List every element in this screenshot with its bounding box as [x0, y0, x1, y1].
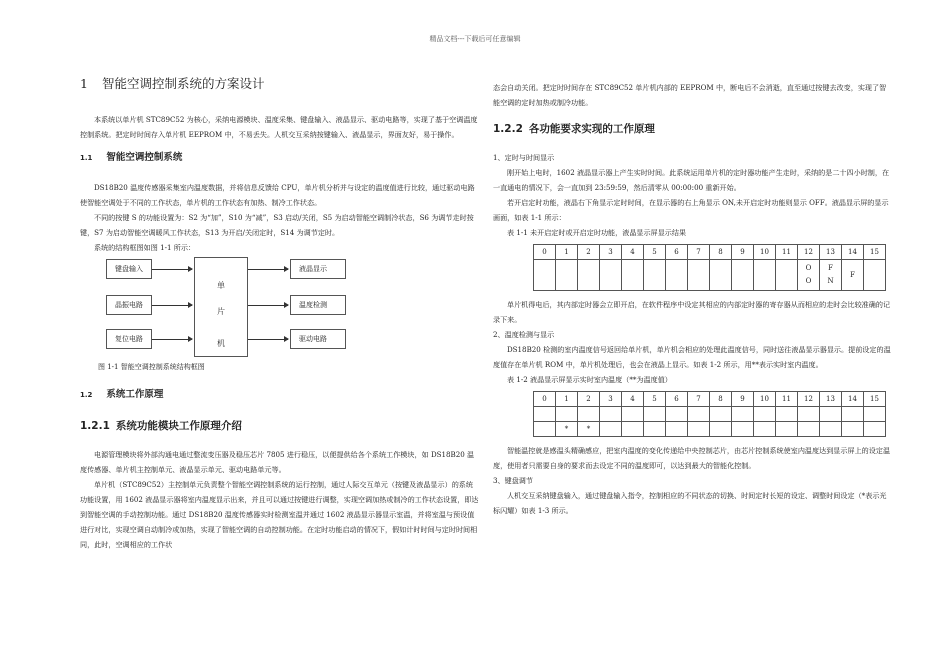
paragraph-power: 电源管理模块将外部沟通电通过整流变压器及稳压芯片 7805 进行稳压，以便提供给各个系统工作模块，如 DS18B20 温度传感器、单片机主控制单元、液晶显示单元、驱动电路单元等。 [80, 450, 475, 474]
table-header-row [534, 392, 886, 407]
paragraph-diagram-intro: 系统的结构框图如图 1-1 所示： [94, 243, 196, 252]
table-row [534, 260, 886, 291]
section-1-2-heading [80, 387, 480, 403]
section-1-2-2-heading [493, 120, 893, 138]
table-cell [710, 260, 732, 291]
section-title: 系统工作原理 [106, 389, 164, 400]
table-cell: 11 [776, 245, 798, 260]
table-cell: 11 [776, 392, 798, 407]
table-cell [644, 422, 666, 437]
left-column [80, 74, 480, 552]
table-1-1-caption: 表 1-1 未开启定时或开启定时功能，液晶显示屏显示结果 [507, 228, 687, 237]
section-number: 1.2 [80, 391, 93, 399]
section-title: 系统功能模块工作原理介绍 [115, 420, 242, 432]
intro-paragraph: 本系统以单片机 STC89C52 为核心，采纳电源模块、温度采集、键盘输入、液晶显示、驱动电路等，实现了基于空调温度控制系统。把定时时间存入单片机 EEPROM 中，不易丢失。人机交互采纳按键输入、液晶显示，界面友好，易于操作。 [80, 115, 478, 139]
table-cell [820, 407, 842, 422]
table-cell [732, 422, 754, 437]
table-cell: F [842, 260, 864, 291]
page-header-note: 精品文档---下载后可任意编辑 [429, 35, 521, 43]
table-cell [578, 407, 600, 422]
table-cell: F N [820, 260, 842, 291]
table-cell: O O [798, 260, 820, 291]
table-cell [644, 407, 666, 422]
table-cell: 12 [798, 245, 820, 260]
table-cell [534, 407, 556, 422]
table-cell: 13 [820, 245, 842, 260]
table-cell [754, 407, 776, 422]
section-1-2-1-heading [80, 417, 480, 435]
table-cell [864, 407, 886, 422]
table-1-2-caption: 表 1-2 液晶显示屏显示实时室内温度（**为温度值） [507, 375, 672, 384]
table-cell: 12 [798, 392, 820, 407]
table-cell [622, 407, 644, 422]
paragraph-timing-1: 刚开始上电时，1602 液晶显示器上产生实时时间。此系统运用单片机的定时器功能产生走时，采纳的是二十四小时制，在一直通电的情况下，会一直加到 23:59:59，然后清零从 00:00:00 重新开始。 [493, 168, 890, 192]
table-cell [644, 260, 666, 291]
section-1-1-heading [80, 150, 480, 166]
paragraph-timing-2: 若开启定时功能，液晶右下角显示定时时间，在显示器的右上角显示 ON,未开启定时功能则显示 OFF。液晶显示屏的显示画面，如表 1-1 所示： [493, 198, 889, 222]
table-cell: 0 [534, 392, 556, 407]
arrow-mcu-to-temp [248, 305, 288, 306]
box-temp-detect: 温度检测 [290, 295, 346, 315]
table-cell [688, 260, 710, 291]
section-number: 1.1 [80, 154, 93, 162]
table-cell: 5 [644, 245, 666, 260]
figure-caption: 图 1-1 智能空调控制系统结构框图 [98, 363, 205, 371]
table-cell [732, 407, 754, 422]
table-cell [556, 260, 578, 291]
arrow-mcu-to-lcd [248, 269, 288, 270]
table-cell [776, 407, 798, 422]
chapter-number: 1 [80, 76, 88, 91]
box-reset-circuit: 复位电路 [106, 329, 152, 349]
right-column [493, 80, 893, 518]
box-lcd-display: 液晶显示 [290, 259, 346, 279]
table-cell: 10 [754, 392, 776, 407]
table-cell: 14 [842, 245, 864, 260]
table-cell: 13 [820, 392, 842, 407]
arrow-crystal-to-mcu [152, 305, 192, 306]
paragraph-keyboard: 人机交互采纳键盘输入，通过键盘输入指令，控制相应的不同状态的切换、时间定时长短的设定、调整时间设定（*表示光标闪耀）如表 1-3 所示。 [493, 491, 887, 515]
box-crystal-circuit: 晶振电路 [106, 295, 152, 315]
table-cell [666, 422, 688, 437]
table-cell [754, 422, 776, 437]
table-cell [732, 260, 754, 291]
table-cell [842, 407, 864, 422]
table-cell: 1 [556, 245, 578, 260]
table-header-row [534, 245, 886, 260]
table-row [534, 407, 886, 422]
table-cell [600, 422, 622, 437]
paragraph-temp-2: 智能温控就是感温头精确感应，把室内温度的变化传递给中央控制芯片，由芯片控制系统使室内温度达到显示屏上的设定温度，使用者只需要自身的要求而去设定不同的温度即可，以达到最大的智能化控制。 [493, 446, 891, 470]
paragraph-mcu: 单片机（STC89C52）主控制单元负责整个智能空调控制系统的运行控制，通过人际交互单元（按键及液晶显示）的系统功能设置，用 1602 液晶显示器将室内温度显示出来，并且可以通过按键进行调整，实现空调加热或制冷的工作状态设置，即达到智能空调的手动控制功能。通过 DS18B20 温度传感器实时检测室温并通过 1602 液晶显示器显示室温，并将室温与预设值进行对比，实现空调自动制冷或加热，实现了智能空调的自动控制功能。在定时功能启动的情况下，假如计时时间与定时时间相同，此时，空调相应的工作状 [80, 480, 479, 549]
table-row [534, 422, 886, 437]
arrow-keyboard-to-mcu [152, 269, 192, 270]
table-cell: 14 [842, 392, 864, 407]
table-cell: 5 [644, 392, 666, 407]
table-cell [820, 422, 842, 437]
mcu-char-3: 机 [217, 339, 225, 348]
mcu-char-1: 单 [217, 281, 225, 290]
table-cell: 10 [754, 245, 776, 260]
table-cell [798, 407, 820, 422]
table-1-1 [533, 244, 886, 291]
table-cell: 3 [600, 245, 622, 260]
section-number: 1.2.2 [493, 123, 523, 135]
table-cell [798, 422, 820, 437]
table-cell [666, 407, 688, 422]
table-cell: * [578, 422, 600, 437]
paragraph-ds18b20: DS18B20 温度传感器采集室内温度数据，并将信息反馈给 CPU，单片机分析并与设定的温度值进行比较，通过驱动电路使智能空调处于不同的工作状态，单片机的工作状态有加热、制冷工作状态。 [80, 183, 475, 207]
table-cell [754, 260, 776, 291]
box-mcu [194, 257, 248, 357]
table-cell: 2 [578, 392, 600, 407]
table-cell: 15 [864, 392, 886, 407]
table-cell: 4 [622, 245, 644, 260]
chapter-heading [80, 74, 480, 94]
section-title: 智能空调控制系统 [106, 152, 183, 163]
item-temperature: 2、温度检测与显示 [493, 330, 555, 339]
box-driver-circuit: 驱动电路 [290, 329, 346, 349]
box-keyboard-input: 键盘输入 [106, 259, 152, 279]
system-block-diagram [106, 257, 426, 357]
table-cell [842, 422, 864, 437]
table-cell [710, 407, 732, 422]
table-cell [710, 422, 732, 437]
table-cell [864, 422, 886, 437]
table-cell: 7 [688, 245, 710, 260]
table-cell: 7 [688, 392, 710, 407]
table-cell [534, 260, 556, 291]
table-cell: 2 [578, 245, 600, 260]
table-cell [534, 422, 556, 437]
paragraph-continued: 态会自动关闭。把定时时间存在 STC89C52 单片机内部的 EEPROM 中，断电后不会消逝，直至通过按键去改变，实现了智能空调的定时加热或制冷功能。 [493, 83, 887, 107]
chapter-title: 智能空调控制系统的方案设计 [101, 76, 265, 91]
arrow-mcu-to-driver [248, 339, 288, 340]
table-cell [600, 260, 622, 291]
item-timing: 1、定时与时间显示 [493, 153, 555, 162]
table-1-2 [533, 391, 886, 437]
table-cell: 8 [710, 392, 732, 407]
paragraph-temp-1: DS18B20 检测的室内温度信号返回给单片机，单片机会相应的处理此温度信号，同时送往液晶显示器显示。提前设定的温度值存在单片机 ROM 中，单片机处理后，也会在液晶上显示。如表 1-2 所示，用**表示实时室内温度。 [493, 345, 891, 369]
table-cell [776, 260, 798, 291]
table-cell: * [556, 422, 578, 437]
table-cell: 8 [710, 245, 732, 260]
table-cell [600, 407, 622, 422]
section-number: 1.2.1 [80, 420, 110, 432]
section-title: 各功能要求实现的工作原理 [528, 123, 655, 135]
arrow-reset-to-mcu [152, 339, 192, 340]
table-cell [556, 407, 578, 422]
table-cell: 9 [732, 245, 754, 260]
paragraph-timer: 单片机得电后，其内部定时器会立即开启，在软件程序中设定其相应的内部定时器的寄存器从而相应的走时会比较准确的记录下来。 [493, 300, 891, 324]
item-keyboard: 3、键盘调节 [493, 476, 533, 485]
mcu-char-2: 片 [217, 307, 225, 316]
table-cell: 3 [600, 392, 622, 407]
table-cell: 1 [556, 392, 578, 407]
table-cell: 6 [666, 245, 688, 260]
table-cell [578, 260, 600, 291]
table-cell: 15 [864, 245, 886, 260]
table-cell [688, 422, 710, 437]
table-cell [864, 260, 886, 291]
table-cell [688, 407, 710, 422]
table-cell [776, 422, 798, 437]
table-cell [666, 260, 688, 291]
table-cell: 4 [622, 392, 644, 407]
table-cell: 0 [534, 245, 556, 260]
table-cell [622, 260, 644, 291]
paragraph-keys: 不同的按键 S 的功能设置为：S2 为“加”，S10 为“减”，S3 启动/关闭，S5 为启动智能空调制冷状态，S6 为调节走时按键，S7 为启动智能空调暖风工作状态，S13 为开启/关闭定时，S14 为调节定时。 [80, 213, 474, 237]
table-cell: 6 [666, 392, 688, 407]
table-cell: 9 [732, 392, 754, 407]
table-cell [622, 422, 644, 437]
